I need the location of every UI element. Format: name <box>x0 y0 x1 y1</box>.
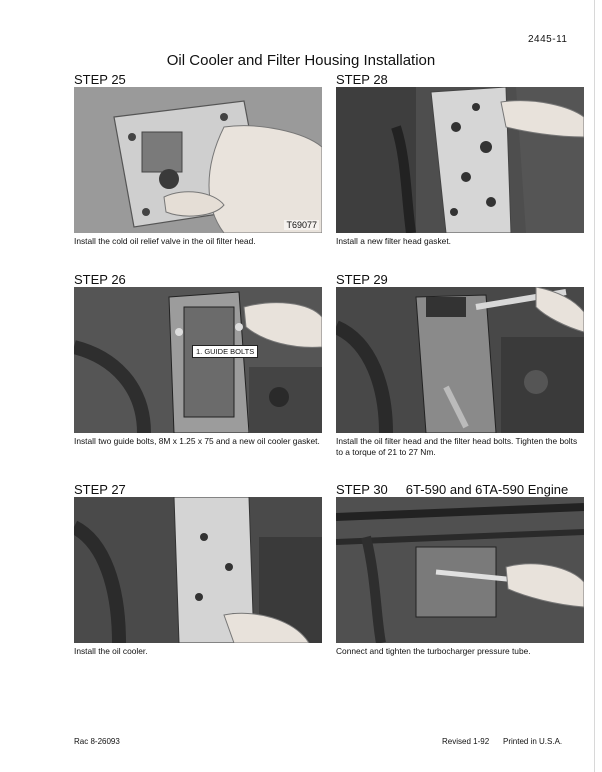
step-caption: Install the oil cooler. <box>74 646 148 656</box>
step-30 <box>336 482 584 656</box>
step-25 <box>74 72 322 246</box>
step-label: STEP 28 <box>336 72 388 87</box>
step-28 <box>336 72 584 246</box>
guide-bolts-callout: 1. GUIDE BOLTS <box>192 345 258 358</box>
footer-revised: Revised 1-92 <box>442 737 490 746</box>
footer-printed: Printed in U.S.A. <box>503 737 563 746</box>
step-caption: Install the oil filter head and the filter head bolts. Tighten the bolts to a torque of 21 to 27 Nm. <box>336 436 578 457</box>
step-caption: Install a new filter head gasket. <box>336 236 451 246</box>
step-26 <box>74 272 322 446</box>
page-title: Oil Cooler and Filter Housing Installation <box>166 52 436 69</box>
step-label: STEP 29 <box>336 272 388 287</box>
step-28-photo <box>336 87 584 233</box>
page-edge-line <box>594 0 595 772</box>
footer-doc-id: Rac 8-26093 <box>74 737 120 746</box>
step-30-photo <box>336 497 584 643</box>
step-caption: Install the cold oil relief valve in the oil filter head. <box>74 236 256 246</box>
step-label: STEP 25 <box>74 72 126 87</box>
step-label: STEP 30 6T-590 and 6TA-590 Engine <box>336 482 569 497</box>
step-25-photo <box>74 87 322 233</box>
step-caption: Connect and tighten the turbocharger pressure tube. <box>336 646 531 656</box>
step-label: STEP 26 <box>74 272 126 287</box>
step-27-photo <box>74 497 322 643</box>
photo-id: T69077 <box>286 220 317 230</box>
step-29-photo <box>336 287 584 433</box>
step-29 <box>336 272 584 457</box>
step-caption: Install two guide bolts, 8M x 1.25 x 75 and a new oil cooler gasket. <box>74 436 320 446</box>
step-27 <box>74 482 322 656</box>
step-label: STEP 27 <box>74 482 126 497</box>
step-26-photo <box>74 287 322 433</box>
engine-subtitle: 6T-590 and 6TA-590 Engine <box>405 482 569 497</box>
page-number: 2445-11 <box>528 34 568 45</box>
